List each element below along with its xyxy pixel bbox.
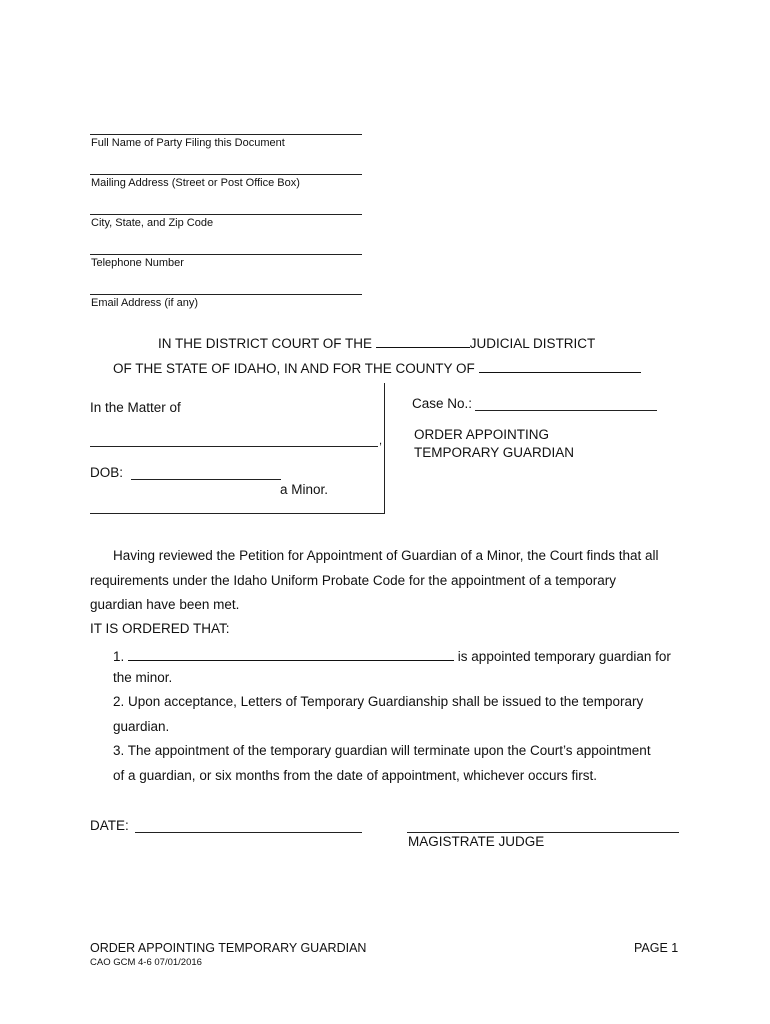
county-blank[interactable]	[479, 358, 641, 373]
case-no-line[interactable]	[475, 410, 657, 411]
guardian-name-blank[interactable]	[128, 646, 454, 661]
court-heading-prefix: IN THE DISTRICT COURT OF THE	[158, 336, 373, 351]
minor-label: a Minor.	[280, 482, 329, 497]
telephone-label: Telephone Number	[91, 257, 184, 269]
order-item-1	[113, 646, 671, 664]
item1-text: is appointed temporary guardian for	[457, 649, 671, 664]
caption-comma: ,	[379, 435, 383, 447]
full-name-line[interactable]	[90, 134, 362, 135]
dob-label: DOB:	[90, 465, 124, 480]
findings-line2: requirements under the Idaho Uniform Probate Code for the appointment of a temporary	[90, 573, 617, 588]
full-name-label: Full Name of Party Filing this Document	[91, 137, 285, 149]
date-line[interactable]	[135, 832, 362, 833]
findings-line3: guardian have been met.	[90, 597, 240, 612]
caption-divider	[384, 383, 385, 514]
matter-label: In the Matter of	[90, 400, 181, 415]
mailing-address-line[interactable]	[90, 174, 362, 175]
form-code: CAO GCM 4-6 07/01/2016	[90, 957, 202, 968]
page-number: PAGE 1	[634, 941, 679, 955]
email-label: Email Address (if any)	[91, 297, 198, 309]
order-title-line1: ORDER APPOINTING	[414, 427, 550, 442]
judge-signature-line[interactable]	[407, 832, 679, 833]
findings-line1: Having reviewed the Petition for Appointment of Guardian of a Minor, the Court finds that all	[113, 548, 659, 563]
order-item-3-line1: 3. The appointment of the temporary guardian will terminate upon the Court’s appointment	[113, 743, 651, 758]
date-label: DATE:	[90, 818, 129, 833]
dob-line[interactable]	[131, 479, 281, 480]
item1-number: 1.	[113, 649, 125, 664]
case-no-label: Case No.:	[412, 396, 473, 411]
court-heading-suffix: JUDICIAL DISTRICT	[469, 336, 596, 351]
minor-name-line[interactable]	[90, 446, 378, 447]
magistrate-judge-label: MAGISTRATE JUDGE	[408, 834, 545, 849]
judicial-district-blank[interactable]	[376, 333, 470, 348]
footer-title: ORDER APPOINTING TEMPORARY GUARDIAN	[90, 941, 367, 955]
order-title-line2: TEMPORARY GUARDIAN	[414, 445, 575, 460]
city-state-zip-label: City, State, and Zip Code	[91, 217, 214, 229]
city-state-zip-line[interactable]	[90, 214, 362, 215]
telephone-line[interactable]	[90, 254, 362, 255]
court-heading-county: OF THE STATE OF IDAHO, IN AND FOR THE COUNTY OF	[113, 361, 475, 376]
item1-continued: the minor.	[113, 670, 173, 685]
order-item-2-line2: guardian.	[113, 719, 170, 734]
ordered-heading: IT IS ORDERED THAT:	[90, 621, 230, 636]
court-heading-line1	[158, 333, 595, 351]
court-heading-line2	[113, 358, 641, 376]
email-line[interactable]	[90, 294, 362, 295]
mailing-address-label: Mailing Address (Street or Post Office Box)	[91, 177, 300, 189]
order-item-2-line1: 2. Upon acceptance, Letters of Temporary Guardianship shall be issued to the temporary	[113, 694, 644, 709]
caption-bottom-rule	[90, 513, 385, 514]
order-item-3-line2: of a guardian, or six months from the date of appointment, whichever occurs first.	[113, 768, 597, 783]
